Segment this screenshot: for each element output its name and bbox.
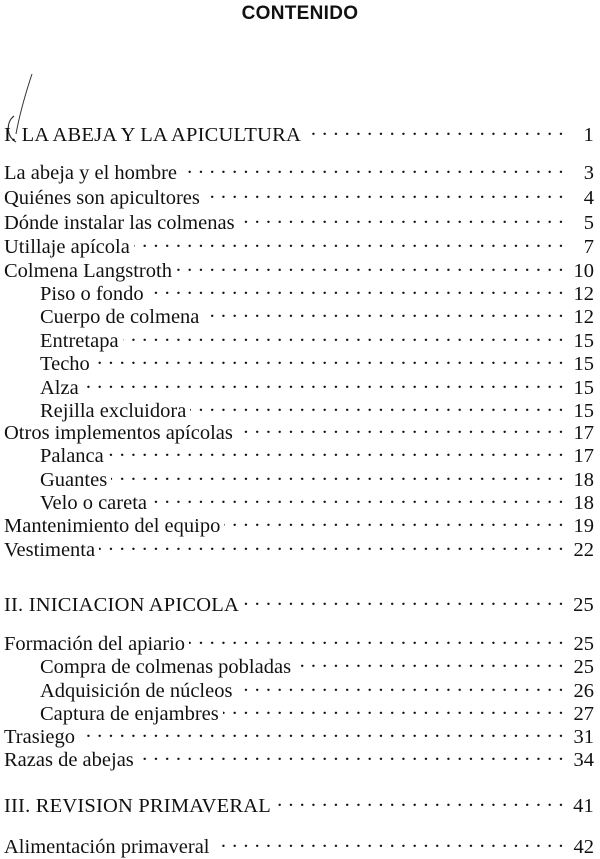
- toc-leader-dots: [305, 117, 564, 141]
- toc-entry-page: 42: [573, 836, 594, 858]
- toc-entry: [4, 415, 594, 444]
- toc-entry: [4, 829, 594, 858]
- toc-leader-dots: [111, 462, 564, 486]
- toc-entry: [4, 626, 594, 655]
- toc-entry-label: Otros implementos apícolas: [4, 422, 233, 444]
- toc-entry-label: Utillaje apícola: [4, 236, 130, 258]
- toc-entry-page: 12: [573, 283, 594, 305]
- toc-entry-page: 18: [573, 492, 594, 514]
- toc-entry: [40, 462, 594, 491]
- toc-entry-page: 26: [573, 680, 594, 702]
- toc-entry-page: 15: [573, 353, 594, 375]
- toc-entry-page: 25: [573, 656, 594, 678]
- toc-leader-dots: [203, 299, 564, 323]
- toc-entry-page: 31: [573, 726, 594, 748]
- toc-entry-page: 12: [573, 306, 594, 328]
- toc-leader-dots: [204, 180, 564, 204]
- toc-entry-label: Cuerpo de colmena: [40, 306, 200, 328]
- toc-entry-page: 34: [573, 749, 594, 771]
- toc-leader-dots: [239, 205, 564, 229]
- toc-entry-page: 27: [573, 703, 594, 725]
- toc-leader-dots: [94, 346, 564, 370]
- toc-leader-dots: [123, 323, 564, 347]
- toc-entry-page: 5: [583, 212, 594, 234]
- toc-entry-page: 15: [573, 330, 594, 352]
- toc-entry-page: 41: [573, 795, 594, 817]
- toc-entry-label: Colmena Langstroth: [4, 260, 172, 282]
- toc-leader-dots: [83, 370, 564, 394]
- toc-entry-label: III. REVISION PRIMAVERAL: [4, 795, 271, 817]
- toc-entry: [4, 532, 594, 561]
- toc-entry-label: Techo: [40, 353, 90, 375]
- toc-entry: [40, 673, 594, 702]
- toc-entry-page: 18: [573, 469, 594, 491]
- toc-entry-label: Alza: [40, 377, 79, 399]
- page-title: CONTENIDO: [241, 3, 359, 24]
- toc-entry-page: 15: [573, 400, 594, 422]
- toc-entry-label: Trasiego: [4, 726, 75, 748]
- toc-entry: [4, 788, 594, 817]
- toc-entry-label: Rejilla excluidora: [40, 400, 187, 422]
- toc-leader-dots: [138, 742, 564, 766]
- toc-leader-dots: [99, 532, 564, 556]
- toc-entry-page: 19: [573, 515, 594, 537]
- toc-entry-page: 17: [573, 422, 594, 444]
- toc-entry-label: Razas de abejas: [4, 749, 134, 771]
- toc-entry-page: 7: [583, 236, 594, 258]
- toc-entry-label: La abeja y el hombre: [4, 162, 178, 184]
- toc-entry-page: 17: [573, 445, 594, 467]
- toc-entry: [40, 393, 594, 422]
- toc-entry-page: 10: [573, 260, 594, 282]
- toc-leader-dots: [236, 673, 564, 697]
- toc-leader-dots: [148, 276, 564, 300]
- toc-entry-page: 22: [573, 539, 594, 561]
- toc-entry: [4, 742, 594, 771]
- toc-entry-page: 25: [573, 633, 594, 655]
- toc-entry: [40, 370, 594, 399]
- toc-entry: [4, 117, 594, 146]
- toc-entry-page: 15: [573, 377, 594, 399]
- toc-leader-dots: [151, 485, 564, 509]
- toc-entry-label: Velo o careta: [40, 492, 147, 514]
- toc-entry: [4, 155, 594, 184]
- toc-entry-label: Piso o fondo: [40, 283, 144, 305]
- toc-entry-label: Captura de enjambres: [40, 703, 219, 725]
- toc-entry: [4, 229, 594, 258]
- toc-entry-label: Dónde instalar las colmenas: [4, 212, 235, 234]
- toc-entry-label: Palanca: [40, 445, 104, 467]
- toc-entry-label: Adquisición de núcleos: [40, 680, 233, 702]
- toc-leader-dots: [224, 508, 564, 532]
- toc-leader-dots: [295, 649, 564, 673]
- toc-leader-dots: [237, 415, 564, 439]
- toc-entry: [40, 649, 594, 678]
- toc-entry: [40, 696, 594, 725]
- toc-entry-page: 1: [583, 124, 594, 146]
- toc-entry: [4, 205, 594, 234]
- toc-entry: [40, 323, 594, 352]
- toc-entry: [4, 180, 594, 209]
- toc-entry-page: 25: [573, 594, 594, 616]
- toc-leader-dots: [189, 626, 564, 650]
- toc-leader-dots: [275, 788, 564, 812]
- toc-leader-dots: [214, 829, 565, 853]
- toc-entry-label: Vestimenta: [4, 539, 96, 561]
- toc-leader-dots: [243, 587, 564, 611]
- toc-entry-page: 4: [583, 187, 594, 209]
- toc-entry: [40, 485, 594, 514]
- toc-entry-label: Mantenimiento del equipo: [4, 515, 221, 537]
- toc-entry: [40, 299, 594, 328]
- toc-entry-label: Compra de colmenas pobladas: [40, 656, 292, 678]
- toc-entry: [4, 719, 594, 748]
- toc-entry-label: Alimentación primaveral: [4, 836, 210, 858]
- toc-leader-dots: [79, 719, 564, 743]
- toc-entry-label: I. LA ABEJA Y LA APICULTURA: [4, 124, 301, 146]
- toc-entry: [40, 276, 594, 305]
- toc-leader-dots: [190, 393, 564, 417]
- toc-entry: [4, 587, 594, 616]
- toc-entry: [40, 346, 594, 375]
- toc-entry-label: Formación del apiario: [4, 633, 186, 655]
- toc-entry: [4, 253, 594, 282]
- toc-entry-label: Quiénes son apicultores: [4, 187, 200, 209]
- toc-entry-label: Guantes: [40, 469, 108, 491]
- toc-leader-dots: [108, 438, 564, 462]
- toc-leader-dots: [223, 696, 564, 720]
- toc-entry-label: II. INICIACION APICOLA: [4, 594, 240, 616]
- toc-entry-page: 3: [583, 162, 594, 184]
- toc-leader-dots: [181, 155, 564, 179]
- toc-entry: [40, 438, 594, 467]
- toc-leader-dots: [176, 253, 564, 277]
- toc-entry-label: Entretapa: [40, 330, 119, 352]
- toc-leader-dots: [134, 229, 564, 253]
- toc-entry: [4, 508, 594, 537]
